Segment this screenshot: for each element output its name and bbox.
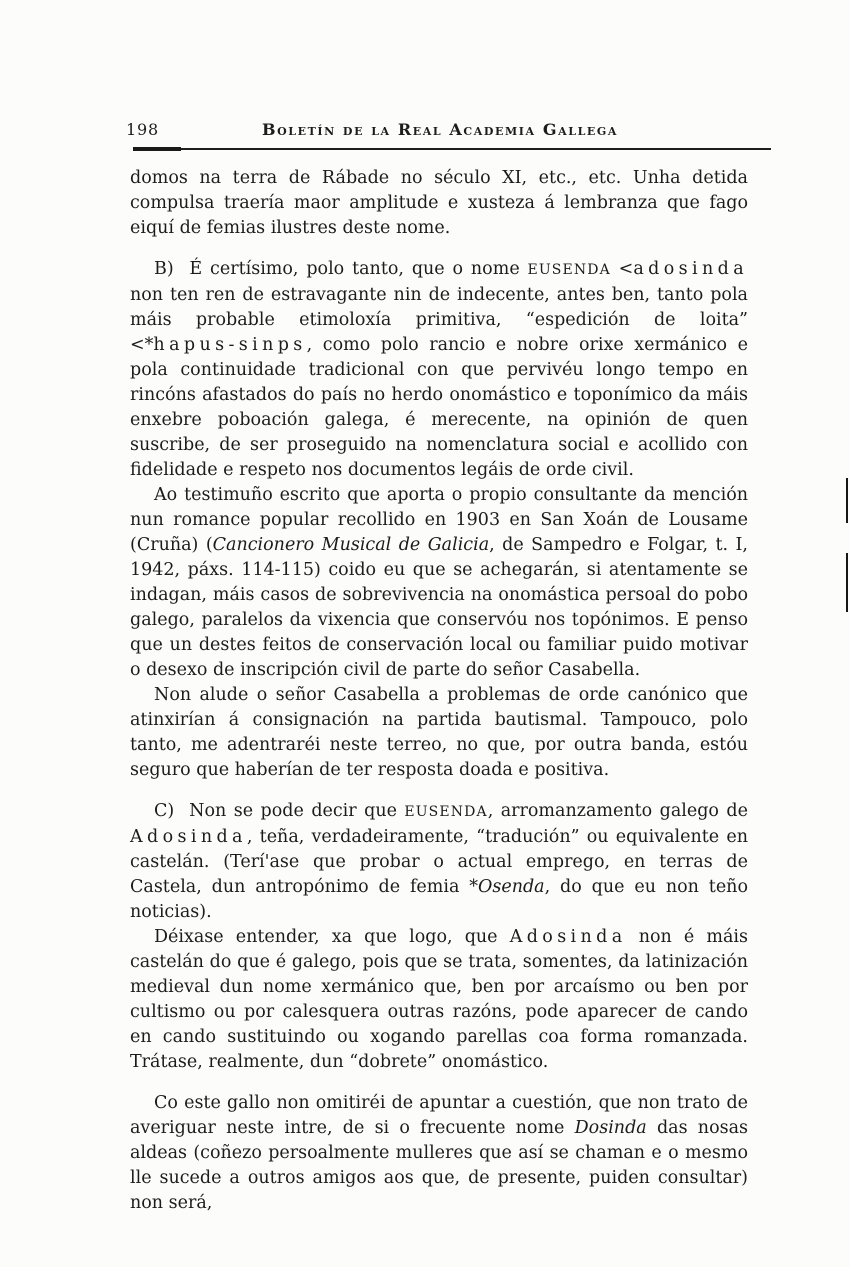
text-run: , de Sampedro e Folgar, t. I, 1942, páxs. 114-115) coido eu que se achegarán, si atentamente se indagan, máis casos de sobrevivencia na onomástica persoal do pobo galego, paralelos da vixencia que conservóu nos topónimos. E penso que un destes feitos de conservación local ou familiar puido motivar o desexo de inscripción civil de parte do señor Casabella. [130,535,748,680]
text-run: das nosas aldeas (coñezo persoalmente mulleres que así se chaman e o mesmo lle sucede a outros amigos aos que, de presente, puiden consultar) non será, [130,1118,748,1213]
paragraph [130,257,748,483]
text-run: C) Non se pode decir que [154,801,405,821]
italic-title-run: Osenda [478,877,545,897]
running-head [126,118,748,144]
header-rule-left-segment [133,147,181,151]
scan-artifact-line-1 [846,478,848,523]
text-run: non ten ren de estravagante nin de indecente, antes ben, tanto pola máis probable etimoloxía primitiva, “espedición de loita” <* [130,285,748,355]
smallcaps-name-run: EUSENDA [404,804,488,820]
text-run: B) É certísimo, polo tanto, que o nome [154,259,528,279]
text-run: Déixase entender, xa que logo, que [154,927,510,947]
paragraph [130,683,748,783]
text-run: , do que eu non teño noticias). [130,877,748,922]
italic-title-run: Dosinda [574,1118,647,1138]
paragraph [130,799,748,925]
letterspaced-name-run: Adosinda [130,827,247,847]
paragraph [130,483,748,683]
text-run: Co este gallo non omitiréi de apuntar a cuestión, que non trato de averiguar neste intre, de si o frecuente nome [130,1093,748,1138]
page-body [130,166,748,1216]
text-run: , arromanzamento galego de [487,801,748,821]
text-run: Non alude o señor Casabella a problemas de orde canónico que atinxirían á consignación na partida bautismal. Tampouco, polo tanto, me adentraréi neste terreo, no que, por outra banda, estóu seguro que haberían de ter resposta doada e positiva. [130,685,748,780]
paragraph [130,1091,748,1216]
letterspaced-name-run: hapus-sinps [153,335,307,355]
text-run: domos na terra de Rábade no século XI, etc., etc. Unha detida compulsa traería maor amplitude e xusteza á lembranza que fago eiquí de femias ilustres deste nome. [130,168,748,238]
text-run: < [610,259,634,279]
journal-title: Boletín de la Real Academia Gallega [261,120,619,139]
letterspaced-name-run: adosinda [633,259,748,279]
text-run: , como polo rancio e nobre orixe xermánico e pola continuidade tradicional con que pervivéu longo tempo en rincóns afastados do país no herdo onomástico e toponímico da máis enxebre poboación galega, é merecente, na opinión de quen suscribe, de ser proseguido na nomenclatura social e acollido con fidelidade e respeto nos documentos legáis de orde civil. [130,335,748,480]
italic-title-run: Cancionero Musical de Galicia [212,535,490,555]
scan-artifact-line-2 [846,553,848,612]
smallcaps-name-run: EUSENDA [527,262,611,278]
header-rule [133,148,771,150]
text-run: , teña, verdadeiramente, “tradución” ou equivalente en castelán. (Terí'ase que probar o actual emprego, en terras de Castela, dun antropónimo de femia * [130,827,748,897]
text-run: non é máis castelán do que é galego, pois que se trata, somentes, da latinización medieval dun nome xermánico que, ben por arcaísmo ou ben por cultismo ou por calesquera outras razóns, pode aparecer de cando en cando sustituindo ou xogando parellas coa forma romanzada. Trátase, realmente, dun “dobrete” onomástico. [130,927,749,1072]
page-number: 198 [126,120,159,139]
paragraph [130,166,748,241]
letterspaced-name-run: Adosinda [509,927,627,947]
paragraph [130,925,748,1075]
text-run: Ao testimuño escrito que aporta o propio consultante da mención nun romance popular recollido en 1903 en San Xoán de Lousame (Cruña) ( [130,485,748,555]
